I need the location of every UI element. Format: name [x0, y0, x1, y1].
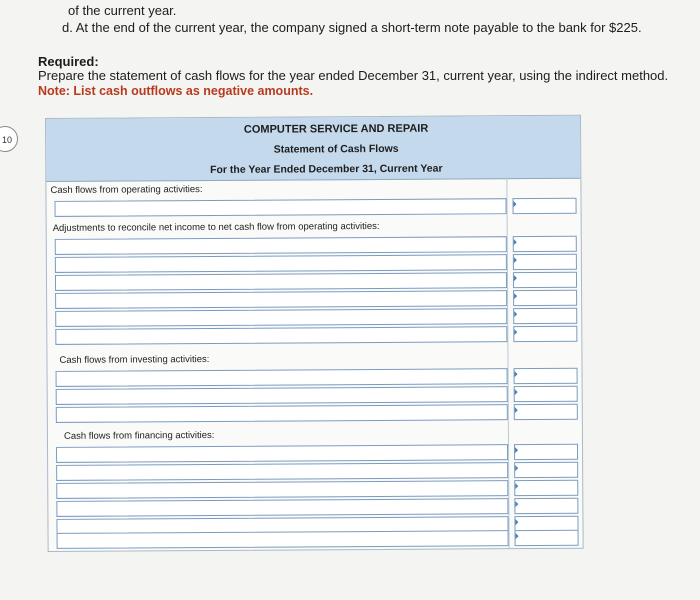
- adjustment-row: [55, 236, 577, 256]
- statement-period: For the Year Ended December 31, Current Year: [210, 162, 443, 176]
- line-item-input[interactable]: [57, 530, 509, 549]
- line-item-input[interactable]: [56, 368, 508, 387]
- amount-input[interactable]: [512, 198, 576, 214]
- amount-input[interactable]: [514, 480, 578, 496]
- line-item-input[interactable]: [56, 386, 508, 405]
- line-item-input[interactable]: [55, 254, 507, 273]
- investing-row: [56, 368, 578, 388]
- amount-input[interactable]: [514, 404, 578, 420]
- investing-row: [56, 404, 578, 424]
- line-item-input[interactable]: [56, 462, 508, 481]
- required-heading: Required:: [38, 54, 99, 69]
- adjustment-row: [55, 290, 577, 310]
- amount-input[interactable]: [513, 308, 577, 324]
- amount-input[interactable]: [515, 530, 579, 546]
- adjustments-section-label: Adjustments to reconcile net income to net cash flow from operating activities:: [52, 220, 380, 234]
- financing-section-label: Cash flows from financing activities:: [63, 429, 215, 442]
- line-item-input[interactable]: [55, 290, 507, 309]
- amount-input[interactable]: [514, 386, 578, 402]
- problem-item-d: d. At the end of the current year, the company signed a short-term note payable to the bank for $225.: [62, 20, 642, 35]
- adjustment-row: [55, 308, 577, 328]
- adjustment-row: [55, 326, 577, 346]
- step-number-badge: 10: [0, 126, 18, 152]
- investing-section-label: Cash flows from investing activities:: [59, 354, 210, 366]
- financing-row: [56, 462, 578, 482]
- amount-input[interactable]: [514, 462, 578, 478]
- amount-input[interactable]: [514, 498, 578, 514]
- line-item-input[interactable]: [55, 272, 507, 291]
- amount-input[interactable]: [513, 290, 577, 306]
- worksheet-header: [46, 116, 580, 182]
- line-item-input[interactable]: [56, 404, 508, 423]
- company-name: COMPUTER SERVICE AND REPAIR: [243, 122, 429, 136]
- line-item-input[interactable]: [55, 326, 507, 345]
- amount-input[interactable]: [514, 444, 578, 460]
- adjustment-row: [55, 254, 577, 274]
- amount-input[interactable]: [513, 272, 577, 288]
- operating-row: [55, 198, 577, 218]
- financing-row: [56, 444, 578, 464]
- financing-row: [56, 480, 578, 500]
- adjustment-row: [55, 272, 577, 292]
- line-item-input[interactable]: [55, 308, 507, 327]
- line-item-input[interactable]: [56, 444, 508, 463]
- financing-row: [56, 498, 578, 518]
- amount-input[interactable]: [513, 236, 577, 252]
- amount-input[interactable]: [513, 326, 577, 342]
- amount-input[interactable]: [514, 368, 578, 384]
- line-item-input[interactable]: [55, 236, 507, 255]
- line-item-input[interactable]: [55, 198, 507, 217]
- required-instruction: Prepare the statement of cash flows for the year ended December 31, current year, using the indirect method.: [38, 68, 669, 83]
- financing-row: [57, 530, 579, 550]
- line-item-input[interactable]: [56, 498, 508, 517]
- required-note: Note: List cash outflows as negative amounts.: [38, 84, 314, 98]
- line-item-input[interactable]: [56, 480, 508, 499]
- amount-input[interactable]: [513, 254, 577, 270]
- problem-text-line: of the current year.: [68, 3, 177, 18]
- investing-row: [56, 386, 578, 406]
- statement-title: Statement of Cash Flows: [273, 142, 399, 156]
- cash-flow-worksheet: [45, 115, 584, 552]
- operating-section-label: Cash flows from operating activities:: [50, 184, 203, 196]
